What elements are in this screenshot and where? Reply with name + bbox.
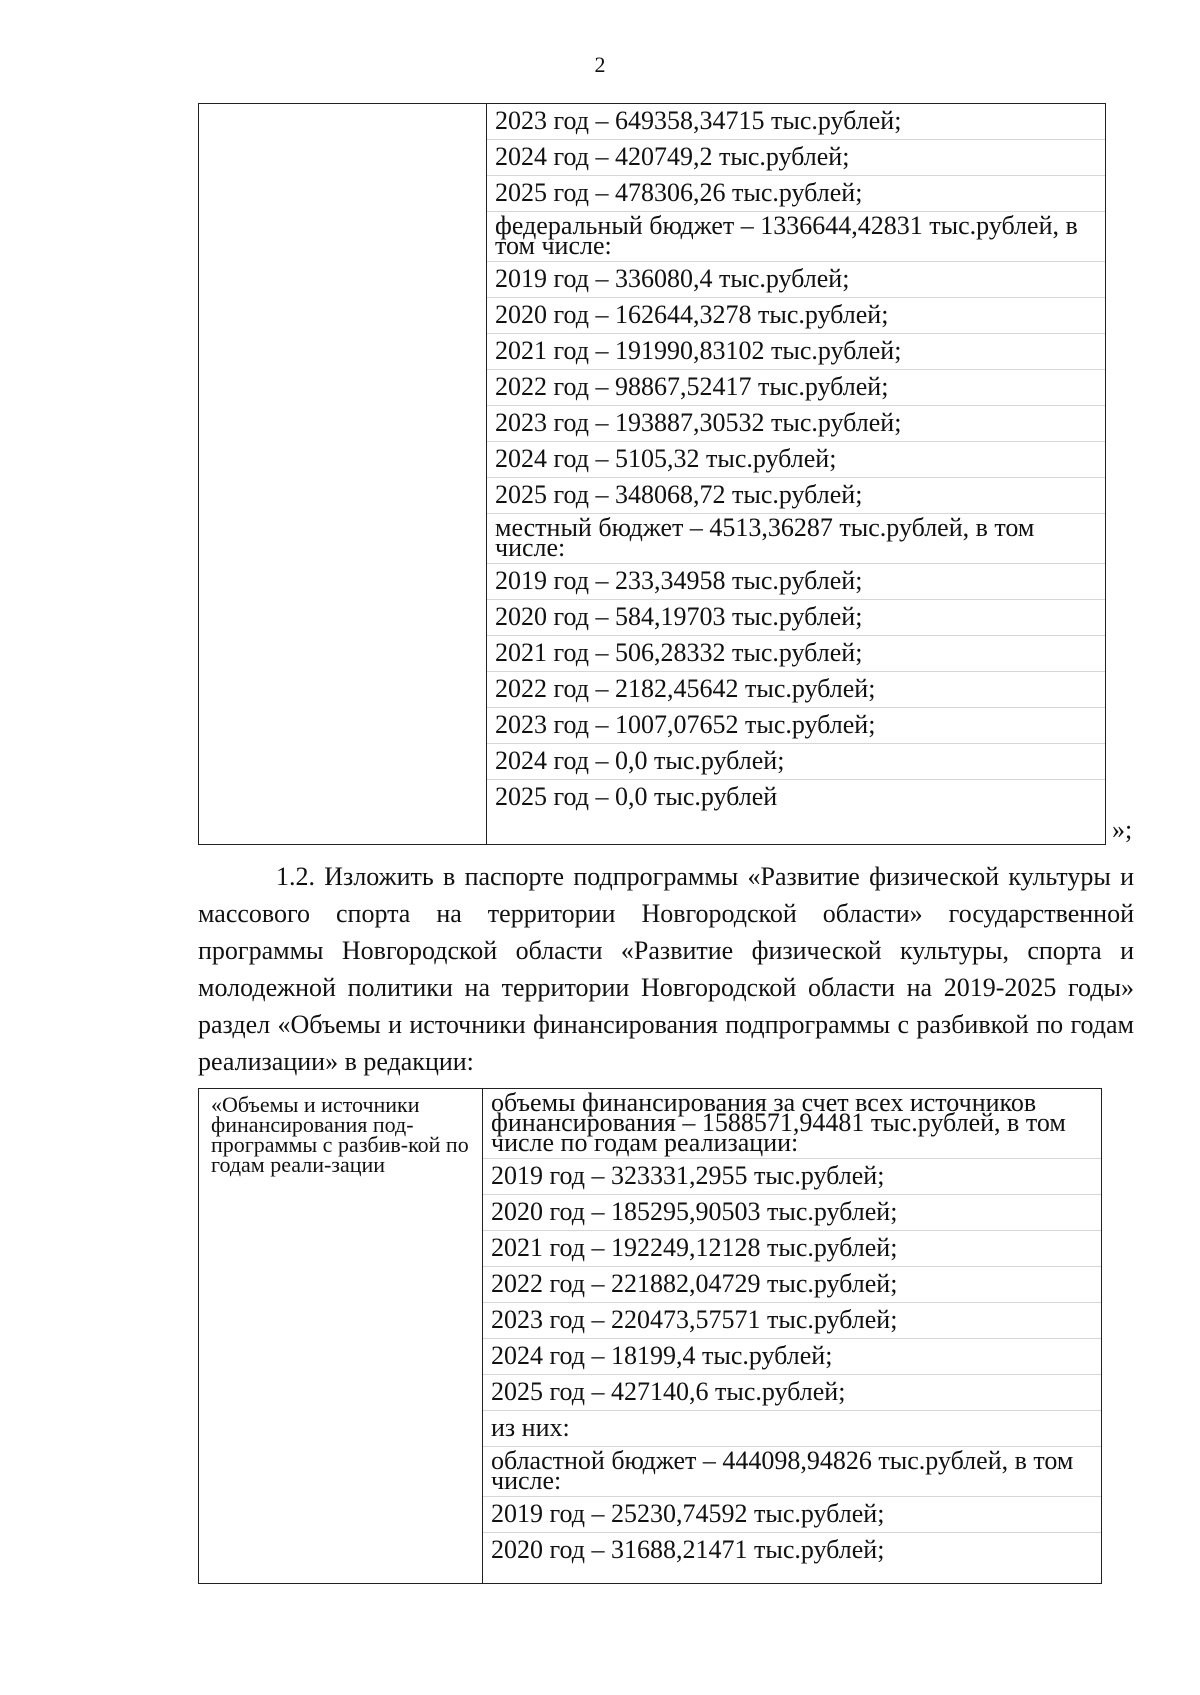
funding-line: 2021 год – 506,28332 тыс.рублей;: [487, 636, 1105, 672]
table-left-cell: [199, 104, 487, 845]
funding-table-new: [198, 1088, 1102, 1584]
table-right-cell: [483, 1089, 1102, 1584]
funding-line: 2023 год – 193887,30532 тыс.рублей;: [487, 406, 1105, 442]
funding-line: 2019 год – 323331,2955 тыс.рублей;: [483, 1159, 1101, 1195]
page-number: 2: [594, 52, 606, 77]
funding-line: 2021 год – 191990,83102 тыс.рублей;: [487, 334, 1105, 370]
funding-line: 2024 год – 420749,2 тыс.рублей;: [487, 140, 1105, 176]
funding-line: местный бюджет – 4513,36287 тыс.рублей, в том числе:: [487, 514, 1105, 564]
funding-table-continued: [198, 103, 1106, 845]
funding-line: 2021 год – 192249,12128 тыс.рублей;: [483, 1231, 1101, 1267]
funding-line: 2022 год – 221882,04729 тыс.рублей;: [483, 1267, 1101, 1303]
funding-line: 2024 год – 5105,32 тыс.рублей;: [487, 442, 1105, 478]
funding-line: 2019 год – 336080,4 тыс.рублей;: [487, 262, 1105, 298]
funding-line: областной бюджет – 444098,94826 тыс.рублей, в том числе:: [483, 1447, 1101, 1497]
funding-line: 2024 год – 0,0 тыс.рублей;: [487, 744, 1105, 780]
funding-line: 2024 год – 18199,4 тыс.рублей;: [483, 1339, 1101, 1375]
funding-line: 2023 год – 1007,07652 тыс.рублей;: [487, 708, 1105, 744]
funding-line: 2025 год – 427140,6 тыс.рублей;: [483, 1375, 1101, 1411]
funding-line: 2025 год – 478306,26 тыс.рублей;: [487, 176, 1105, 212]
funding-line: 2020 год – 584,19703 тыс.рублей;: [487, 600, 1105, 636]
funding-line: 2019 год – 25230,74592 тыс.рублей;: [483, 1497, 1101, 1533]
funding-line: из них:: [483, 1411, 1101, 1447]
funding-line: 2023 год – 220473,57571 тыс.рублей;: [483, 1303, 1101, 1339]
funding-line: 2022 год – 2182,45642 тыс.рублей;: [487, 672, 1105, 708]
funding-line: 2022 год – 98867,52417 тыс.рублей;: [487, 370, 1105, 406]
section-heading-cell: «Объемы и источники финансирования под-программы с разбив-кой по годам реали-зации: [211, 1092, 469, 1177]
funding-line: 2025 год – 0,0 тыс.рублей: [495, 782, 778, 811]
funding-line: федеральный бюджет – 1336644,42831 тыс.рублей, в том числе:: [487, 212, 1105, 262]
funding-line: 2023 год – 649358,34715 тыс.рублей;: [487, 104, 1105, 140]
funding-line: 2019 год – 233,34958 тыс.рублей;: [487, 564, 1105, 600]
amendment-paragraph: 1.2. Изложить в паспорте подпрограммы «Развитие физической культуры и массового спорта на территории Новгородской области» государственной программы Новгородской области «Развитие физической культуры, спорта и молодежной политики на территории Новгородской области на 2019-2025 годы» раздел «Объемы и источники финансирования подпрограммы с разбивкой по годам реализации» в редакции:: [198, 862, 1134, 1076]
table-right-cell: [487, 104, 1106, 845]
funding-line: 2020 год – 31688,21471 тыс.рублей;: [491, 1535, 885, 1564]
table-left-cell: [199, 1089, 483, 1584]
funding-line: 2020 год – 185295,90503 тыс.рублей;: [483, 1195, 1101, 1231]
funding-line: 2025 год – 348068,72 тыс.рублей;: [487, 478, 1105, 514]
funding-line: объемы финансирования за счет всех источников финансирования – 1588571,94481 тыс.рублей, в том числе по годам реализации:: [483, 1089, 1101, 1159]
funding-line: 2020 год – 162644,3278 тыс.рублей;: [487, 298, 1105, 334]
closing-quote-mark: »;: [1112, 815, 1133, 844]
